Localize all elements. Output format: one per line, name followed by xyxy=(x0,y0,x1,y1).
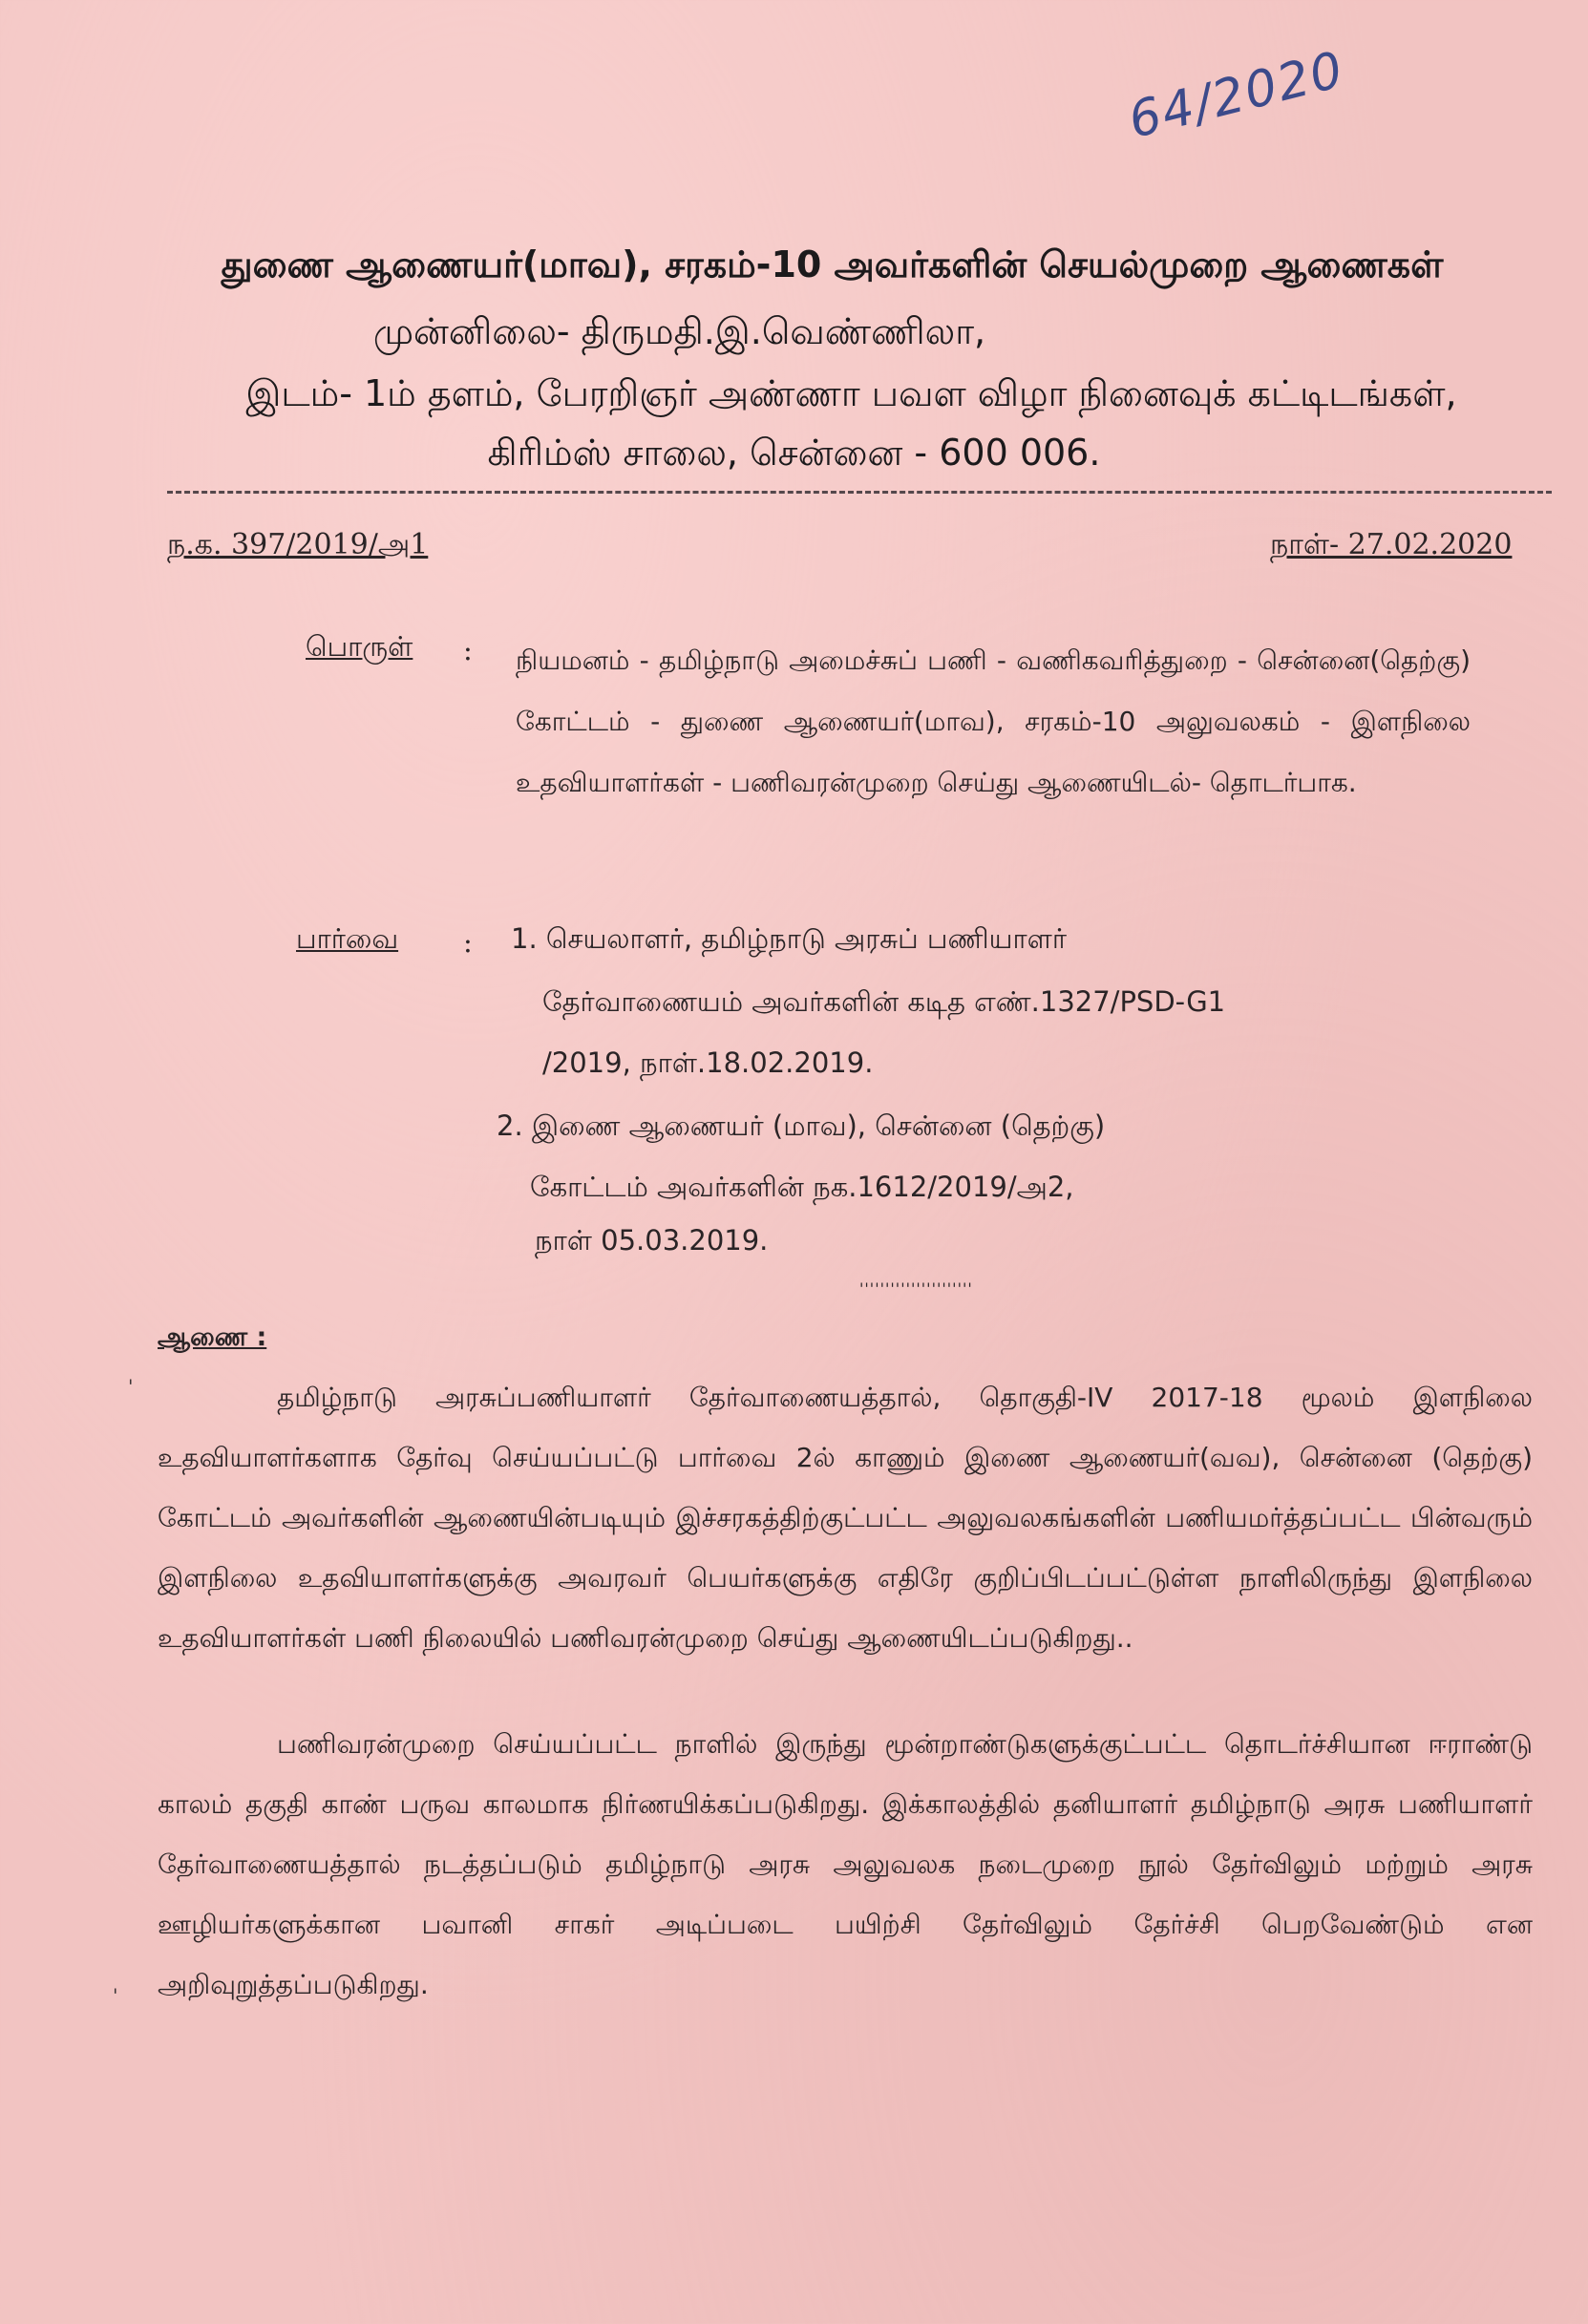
reference-item-1-line1: 1. செயலாளர், தமிழ்நாடு அரசுப் பணியாளர் xyxy=(511,922,1067,955)
margin-mark: ' xyxy=(128,1375,134,1398)
reference-item-2-line2: கோட்டம் அவர்களின் நக.1612/2019/அ2, xyxy=(530,1171,1074,1203)
header-address-line2: கிரிம்ஸ் சாலை, சென்னை - 600 006. xyxy=(487,432,1101,474)
references-label: பார்வை xyxy=(296,922,399,955)
reference-item-1-line3: /2019, நாள்.18.02.2019. xyxy=(542,1046,874,1079)
order-paragraph-1: தமிழ்நாடு அரசுப்பணியாளர் தேர்வாணையத்தால், தொகுதி-IV 2017-18 மூலம் இளநிலை உதவியாளர்களாக தேர்வு செய்யப்பட்டு பார்வை 2ல் காணும் இணை ஆணையர்(வவ), சென்னை (தெற்கு) கோட்டம் அவர்களின் ஆணையின்படியும் இச்சரகத்திற்குட்பட்ட அலுவலகங்களின் பணியமர்த்தப்பட்ட பின்வரும் இளநிலை உதவியாளர்களுக்கு அவரவர் பெயர்களுக்கு எதிரே குறிப்பிடப்பட்டுள்ள நாளிலிருந்து இளநிலை உதவியாளர்கள் பணி நிலையில் பணிவரன்முறை செய்து ஆணையிடப்படுகிறது.. xyxy=(158,1382,1533,1654)
handwritten-note: 64/2020 xyxy=(1123,41,1350,150)
subject-label: பொருள் xyxy=(306,630,413,663)
order-paragraph-2: பணிவரன்முறை செய்யப்பட்ட நாளில் இருந்து மூன்றாண்டுகளுக்குட்பட்ட தொடர்ச்சியான ஈராண்டு காலம் தகுதி காண் பருவ காலமாக நிர்ணயிக்கப்படுகிறது. இக்காலத்தில் தனியாளர் தமிழ்நாடு அரசு பணியாளர் தேர்வாணையத்தால் நடத்தப்படும் தமிழ்நாடு அரசு அலுவலக நடைமுறை நூல் தேர்விலும் மற்றும் அரசு ஊழியர்களுக்கான பவானி சாகர் அடிப்படை பயிற்சி தேர்விலும் தேர்ச்சி பெறவேண்டும் என அறிவுறுத்தப்படுகிறது. xyxy=(158,1728,1533,2000)
header-address-line1: இடம்- 1ம் தளம், பேரறிஞர் அண்ணா பவள விழா நினைவுக் கட்டிடங்கள், xyxy=(245,372,1457,414)
header-title: துணை ஆணையர்(மாவ), சரகம்-10 அவர்களின் செயல்முறை ஆணைகள் xyxy=(221,243,1444,285)
header-presiding-officer: முன்னிலை- திருமதி.இ.வெண்ணிலா, xyxy=(372,310,986,352)
reference-item-2-line3: நாள் 05.03.2019. xyxy=(535,1224,769,1257)
order-date: நாள்- 27.02.2020 xyxy=(1270,528,1513,561)
reference-item-2-line1: 2. இணை ஆணையர் (மாவ), சென்னை (தெற்கு) xyxy=(497,1109,1106,1142)
references-colon: : xyxy=(463,926,473,959)
subject-colon: : xyxy=(463,634,473,666)
section-separator: '''''''''''''''''''''' xyxy=(859,1279,973,1298)
header-divider xyxy=(167,491,1552,494)
order-label: ஆணை : xyxy=(158,1322,267,1352)
reference-number: ந.க. 397/2019/அ1 xyxy=(167,528,429,561)
reference-item-1-line2: தேர்வாணையம் அவர்களின் கடித எண்.1327/PSD-G1 xyxy=(542,985,1226,1018)
subject-text: நியமனம் - தமிழ்நாடு அமைச்சுப் பணி - வணிகவரித்துறை - சென்னை(தெற்கு) கோட்டம் - துணை ஆணையர்(மாவ), சரகம்-10 அலுவலகம் - இளநிலை உதவியாளர்கள் - பணிவரன்முறை செய்து ஆணையிடல்- தொடர்பாக. xyxy=(516,644,1471,798)
margin-mark: ' xyxy=(113,1984,118,2007)
